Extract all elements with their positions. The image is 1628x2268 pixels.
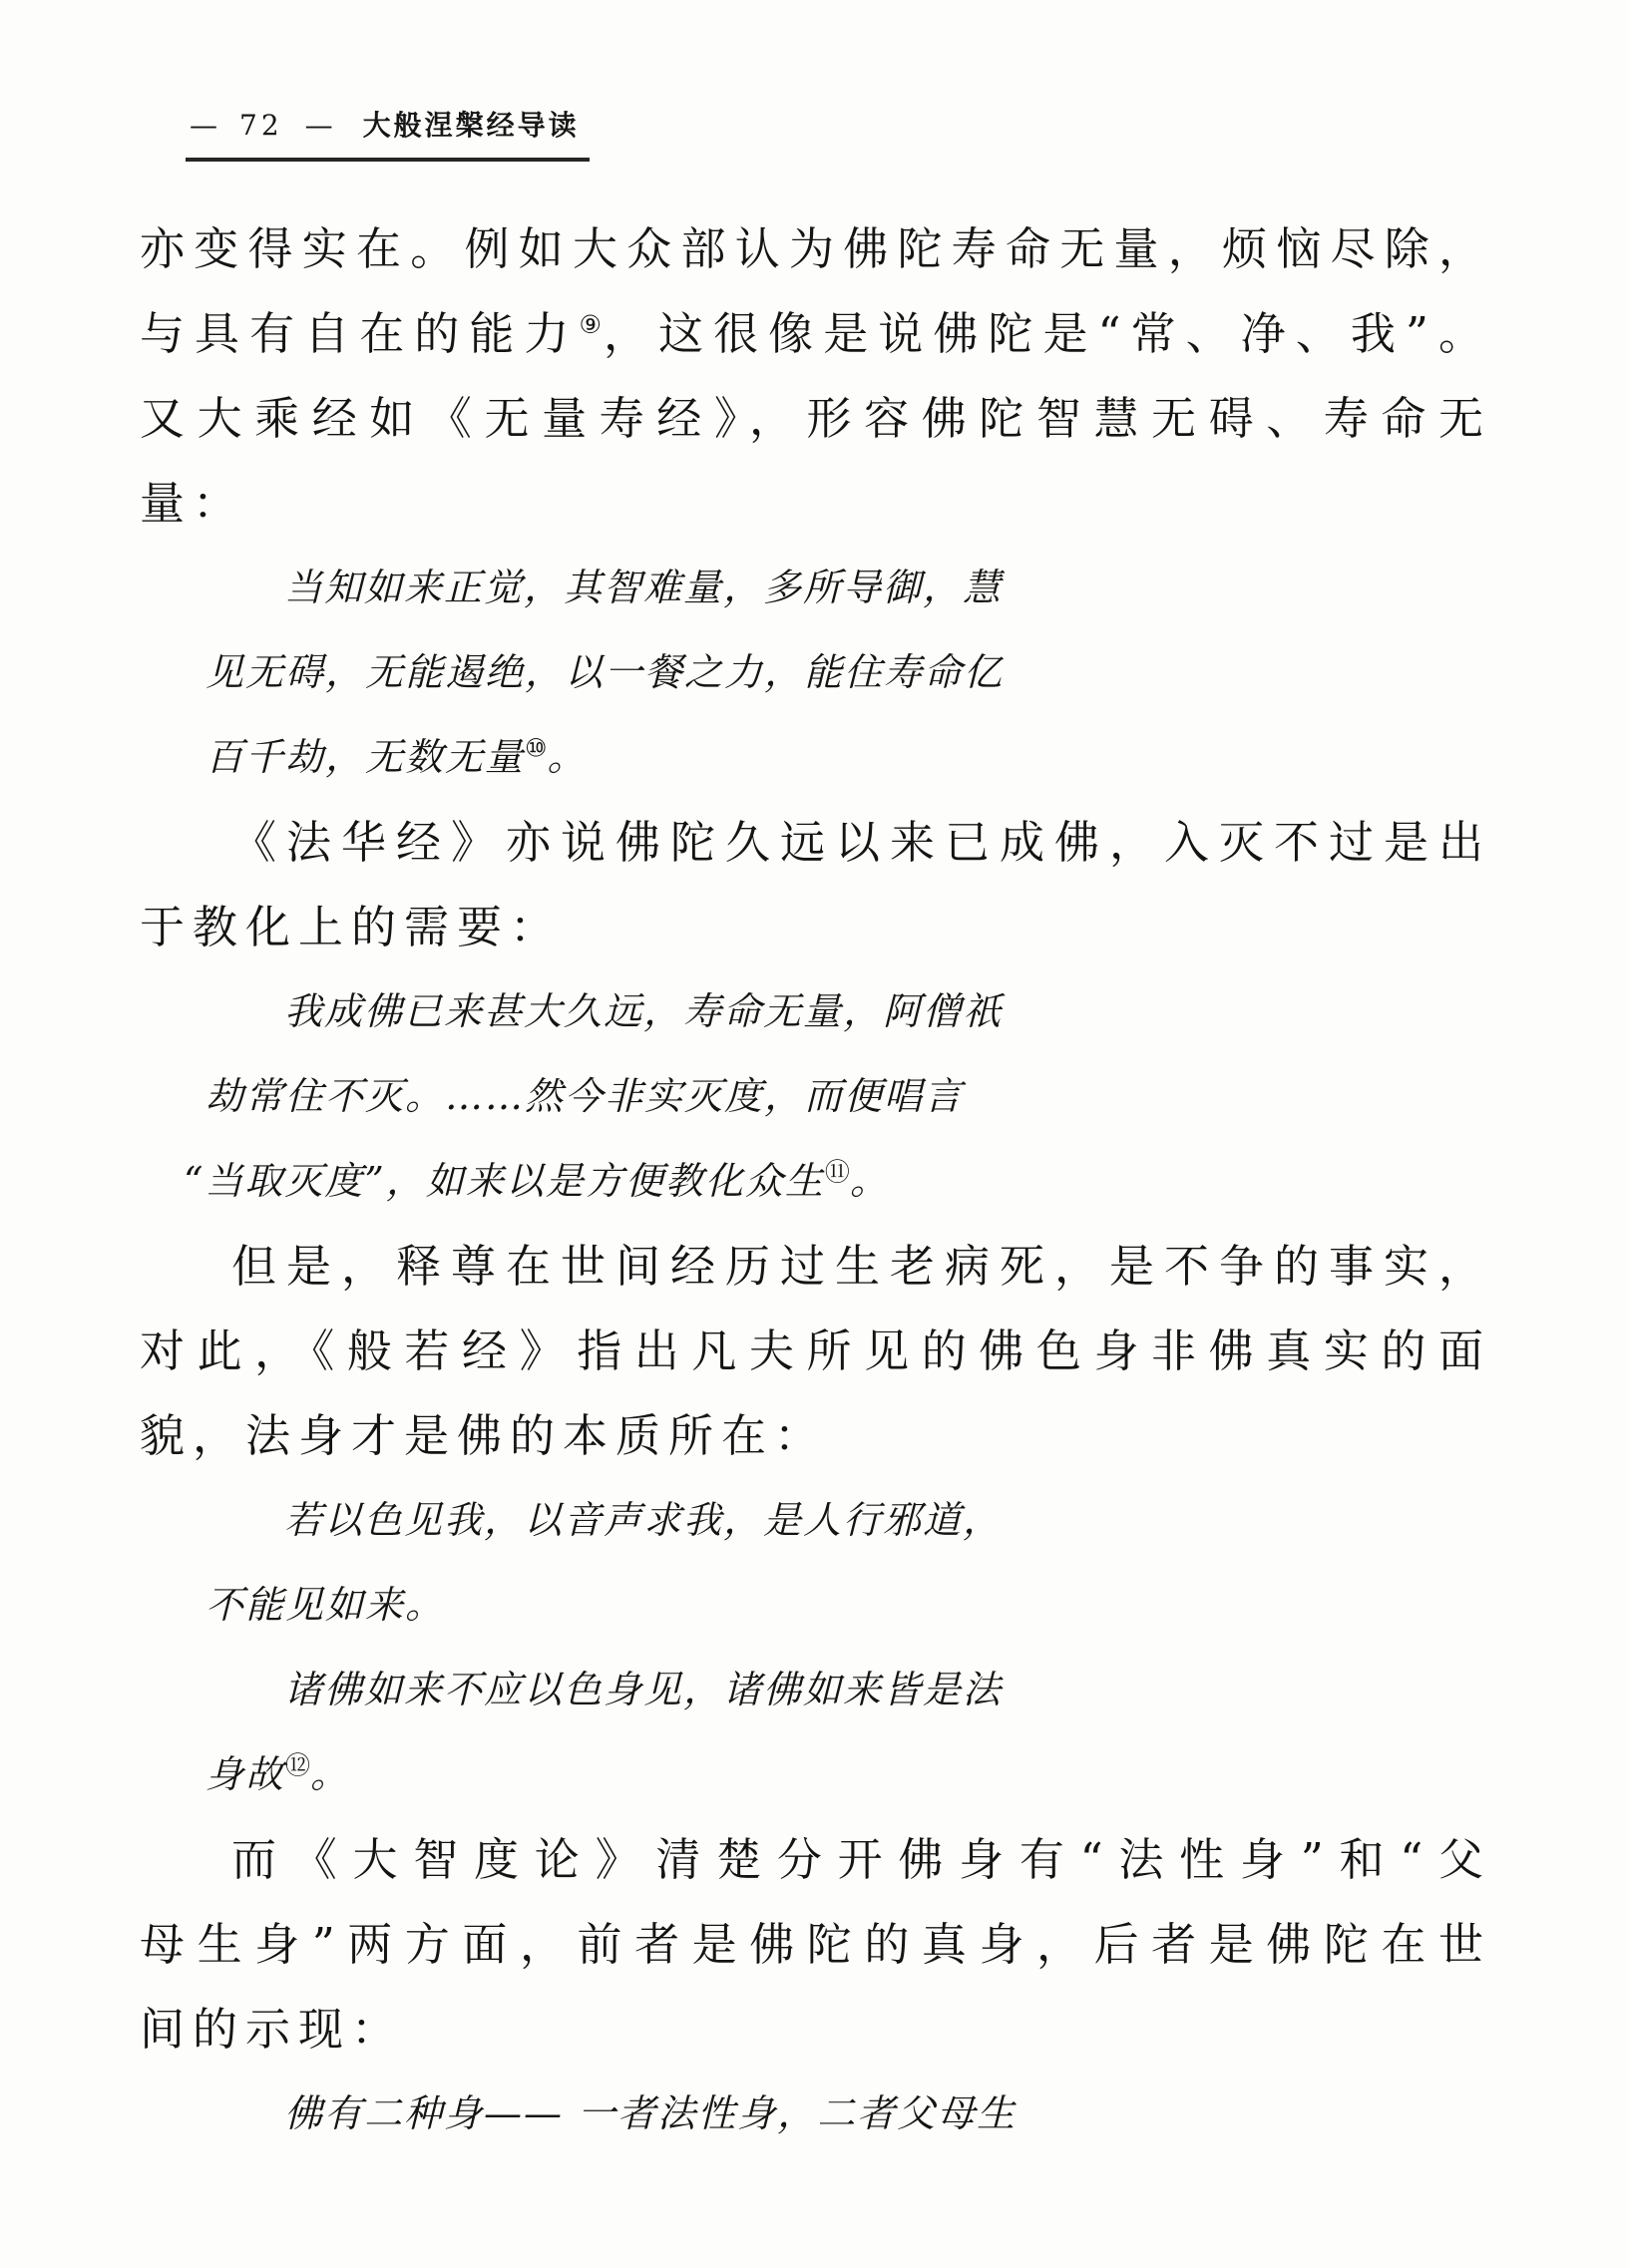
line-text-post: 。	[310, 1752, 351, 1796]
body-line: 《法华经》亦说佛陀久远以来已成佛，入灭不过是出	[231, 816, 1491, 869]
footnote-ref-11: ⑪	[824, 1157, 850, 1187]
body-line: 于教化上的需要：	[140, 901, 564, 953]
footnote-ref-9: ⑨	[579, 310, 604, 339]
quote-line: 佛有二种身—— 一者法性身，二者父母生	[284, 2091, 1018, 2135]
header-right-dash: —	[304, 109, 333, 142]
quote-line: 劫常住不灭。……然今非实灭度，而便唱言	[205, 1074, 965, 1118]
body-line: 间的示现：	[140, 2003, 405, 2056]
running-head	[186, 108, 590, 162]
quote-line: 诸佛如来不应以色身见，诸佛如来皆是法	[284, 1668, 1004, 1711]
header-left-dash: —	[190, 109, 217, 142]
body-line	[140, 291, 1491, 376]
body-line: 而《大智度论》清楚分开佛身有“法性身”和“父	[231, 1833, 1491, 1886]
page-text-block	[140, 206, 1491, 2156]
quote-line: 当知如来正觉，其智难量，多所导御，慧	[284, 566, 1004, 609]
line-text-post: 。	[849, 1159, 890, 1203]
footnote-ref-10: ⑩	[525, 733, 548, 763]
line-text-pre: 百千劫，无数无量	[205, 735, 526, 779]
line-text-post: 。	[547, 735, 588, 779]
quote-line	[140, 1139, 1491, 1224]
body-line: 又大乘经如《无量寿经》，形容佛陀智慧无碍、寿命无	[140, 392, 1491, 445]
page-number: 72	[239, 109, 283, 142]
line-text-pre: “当取灭度”，如来以是方便教化众生	[184, 1159, 825, 1203]
quote-line	[140, 1732, 1491, 1817]
quote-line: 若以色见我，以音声求我，是人行邪道，	[284, 1498, 1004, 1542]
quote-line: 见无碍，无能遏绝，以一餐之力，能住寿命亿	[205, 650, 1005, 694]
line-text-pre: 与具有自在的能力	[140, 307, 580, 360]
body-line: 但是，释尊在世间经历过生老病死，是不争的事实，	[231, 1240, 1491, 1293]
body-line: 量：	[140, 477, 246, 530]
body-line: 貌，法身才是佛的本质所在：	[140, 1409, 828, 1462]
body-line: 亦变得实在。例如大众部认为佛陀寿命无量，烦恼尽除，	[140, 222, 1491, 275]
quote-line	[140, 715, 1491, 800]
quote-line: 不能见如来。	[205, 1583, 446, 1627]
body-line: 对此，《般若经》指出凡夫所见的佛色身非佛真实的面	[140, 1324, 1491, 1377]
book-title: 大般涅槃经导读	[362, 109, 580, 142]
line-text-pre: 身故	[205, 1752, 286, 1796]
body-line: 母生身”两方面，前者是佛陀的真身，后者是佛陀在世	[140, 1918, 1491, 1971]
quote-line: 我成佛已来甚大久远，寿命无量，阿僧祇	[284, 989, 1004, 1033]
footnote-ref-12: ⑫	[285, 1750, 311, 1780]
line-text-post: ，这很像是说佛陀是“常、净、我”。	[603, 307, 1491, 360]
